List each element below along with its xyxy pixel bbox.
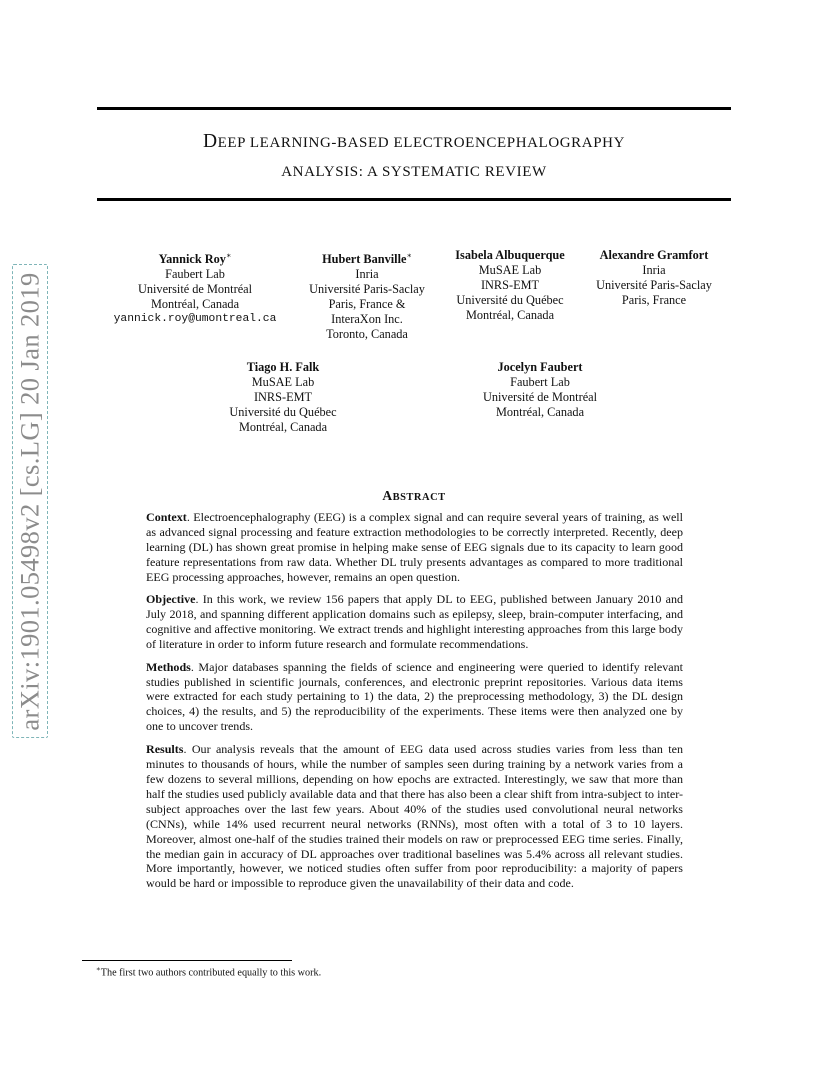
abstract-paragraph-objective xyxy=(146,592,683,652)
paper-title-line-1 xyxy=(97,128,731,157)
author-affiliation: Paris, France xyxy=(621,293,687,307)
footnote-rule xyxy=(82,960,292,961)
author-affiliation: INRS-EMT xyxy=(253,390,313,404)
author-affiliation: Inria xyxy=(355,267,379,282)
author-affiliation: Université de Montréal xyxy=(137,282,253,297)
author-affiliation: Université du Québec xyxy=(229,405,337,419)
author-name: Isabela Albuquerque xyxy=(455,248,565,262)
title-rule-top xyxy=(97,107,731,110)
author-affiliation: Toronto, Canada xyxy=(326,327,408,342)
abstract-heading xyxy=(146,487,682,505)
abstract-body xyxy=(146,510,683,899)
abstract-section-label: Context xyxy=(146,510,187,524)
author-affiliation: Montréal, Canada xyxy=(465,308,555,322)
author-affiliation: Montréal, Canada xyxy=(238,420,328,434)
title-line-2: ANALYSIS: A SYSTEMATIC REVIEW xyxy=(281,164,547,180)
author-affiliation: Inria xyxy=(642,263,666,277)
author-affiliation: Montréal, Canada xyxy=(495,405,585,419)
footnote-mark: ∗ xyxy=(96,965,101,973)
abstract-section-label: Methods xyxy=(146,659,191,674)
abstract-section-label: Objective xyxy=(146,592,196,607)
author-affiliation: Université du Québec xyxy=(456,293,564,307)
author-affiliation: Montréal, Canada xyxy=(150,297,240,312)
title-line-1-rest: EEP LEARNING-BASED ELECTROENCEPHALOGRAPHY xyxy=(217,135,626,151)
abstract-paragraph-methods xyxy=(146,660,683,735)
author-affiliation: INRS-EMT xyxy=(480,278,540,292)
abstract-section-label: Results xyxy=(146,741,184,756)
author-affiliation: InteraXon Inc. xyxy=(331,312,403,327)
footnote xyxy=(96,963,321,979)
author-block xyxy=(95,248,295,327)
abstract-paragraph-results xyxy=(146,742,683,892)
abstract-section-text: . Electroencephalography (EEG) is a complex signal and can require several years of training, as well as advanced signal processing and feature extraction methodologies to be correctly interpreted. Recently, deep learning (DL) has shown great promise in helping make sense of EEG signals due to its capacity to learn good feature representations from raw data. Whether DL truly presents advantages as compared to more traditional EEG processing approaches, however, remains an open question. xyxy=(146,510,683,584)
arxiv-identifier-stamp xyxy=(12,264,48,738)
author-email: yannick.roy@umontreal.ca xyxy=(113,313,277,326)
title-rule-bottom xyxy=(97,198,731,201)
arxiv-identifier-text: arXiv:1901.05498v2 [cs.LG] 20 Jan 2019 xyxy=(14,271,45,731)
author-block xyxy=(583,248,725,308)
author-name: Hubert Banville∗ xyxy=(322,251,412,267)
author-name: Alexandre Gramfort xyxy=(599,248,709,262)
abstract-section-text: . In this work, we review 156 papers that apply DL to EEG, published between January 2010 and July 2018, and spanning different application domains such as epilepsy, sleep, brain-computer interfacing, and cognitive and affective monitoring. We extract trends and highlight interesting approaches from this large body of literature in order to inform future research and formulate recommendations. xyxy=(146,592,683,652)
author-block xyxy=(466,360,614,420)
author-name: Jocelyn Faubert xyxy=(497,360,583,374)
author-block xyxy=(440,248,580,323)
author-affiliation: MuSAE Lab xyxy=(478,263,542,277)
author-block xyxy=(294,248,440,342)
author-affiliation: Faubert Lab xyxy=(510,375,570,389)
author-name: Yannick Roy∗ xyxy=(158,251,232,267)
abstract-paragraph-context xyxy=(146,510,683,585)
author-affiliation: Faubert Lab xyxy=(165,267,225,282)
abstract-heading-initial: A xyxy=(382,488,393,503)
title-initial: D xyxy=(202,131,218,152)
paper-title xyxy=(97,128,731,186)
author-affiliation: MuSAE Lab xyxy=(251,375,315,389)
author-affiliation: Paris, France & xyxy=(328,297,406,312)
author-name: Tiago H. Falk xyxy=(246,360,320,374)
author-affiliation: Université Paris-Saclay xyxy=(309,282,425,297)
author-affiliation: Université de Montréal xyxy=(482,390,598,404)
paper-title-line-2 xyxy=(97,157,731,186)
author-block xyxy=(212,360,354,435)
abstract-heading-rest: BSTRACT xyxy=(392,492,446,503)
abstract-section-text: . Our analysis reveals that the amount of EEG data used across studies varies from less than ten minutes to thousands of hours, while the number of samples seen during training by a network varies from a few dozens to several millions, depending on how epochs are extracted. Interestingly, we saw that more than half the studies used publicly available data and that there has also been a clear shift from intra-subject to inter-subject approaches over the last few years. About 40% of the studies used convolutional neural networks (CNNs), while 14% used recurrent neural networks (RNNs), most often with a total of 3 to 10 layers. Moreover, almost one-half of the studies trained their models on raw or preprocessed EEG time series. Finally, the median gain in accuracy of DL approaches over traditional baselines was 5.4% across all relevant studies. More importantly, however, we noticed studies often suffer from poor reproducibility: a majority of papers would be hard or impossible to reproduce given the unavailability of their data and code. xyxy=(146,741,683,891)
abstract-section-text: . Major databases spanning the fields of science and engineering were queried to identify relevant studies published in scientific journals, conferences, and electronic preprint repositories. Various data items were extracted for each study pertaining to 1) the data, 2) the preprocessing methodology, 3) the DL design choices, 4) the results, and 5) the reproducibility of the experiments. These items were then analyzed one by one to uncover trends. xyxy=(146,659,683,734)
author-affiliation: Université Paris-Saclay xyxy=(596,278,712,292)
footnote-text: The first two authors contributed equally to this work. xyxy=(100,967,322,979)
